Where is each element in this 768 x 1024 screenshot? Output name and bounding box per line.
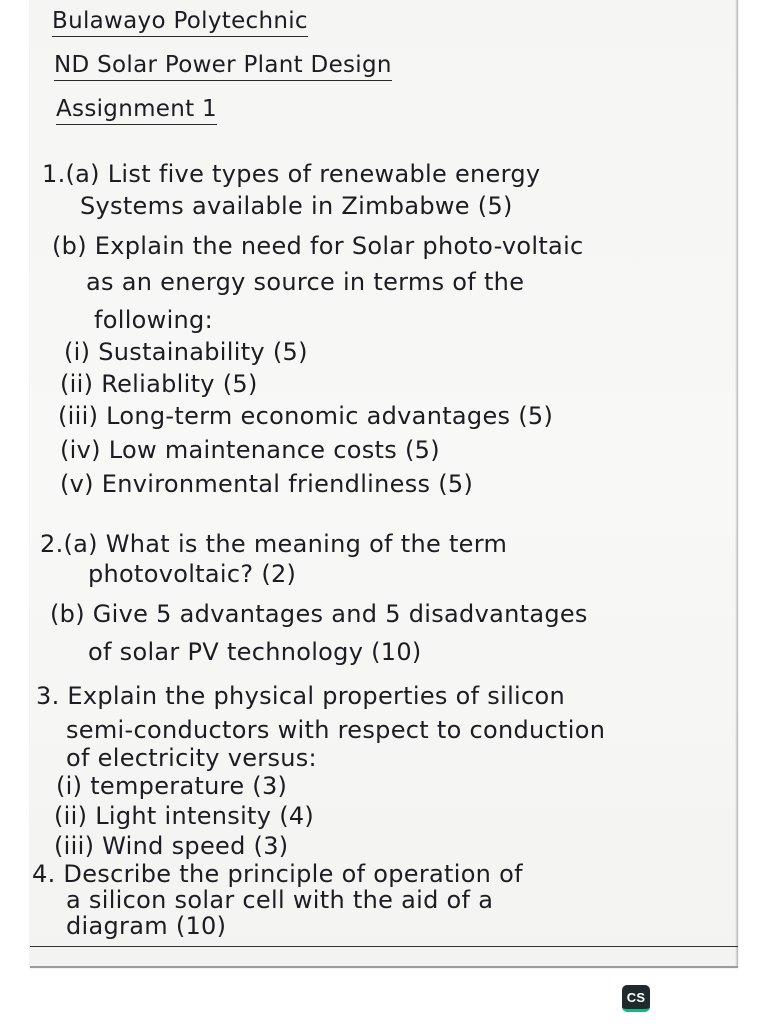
q3-item-ii: (ii) Light intensity (4) [54,802,315,830]
camscanner-logo [622,985,650,1012]
q1a-line-1: 1.(a) List five types of renewable energy [42,160,541,188]
q3-line-1: 3. Explain the physical properties of silicon [36,682,566,710]
q1b-item-v: (v) Environmental friendliness (5) [60,470,474,498]
course-title: ND Solar Power Plant Design [54,52,392,81]
q4-line-1: 4. Describe the principle of operation of [32,860,523,888]
page-edge-shadow [735,0,738,968]
q3-line-3: of electricity versus: [66,744,317,772]
q2b-line-2: of solar PV technology (10) [88,638,422,666]
q1b-line-1: (b) Explain the need for Solar photo-voltaic [52,232,584,260]
q4-line-3: diagram (10) [66,912,227,940]
assignment-title: Assignment 1 [56,96,217,125]
q2a-line-1: 2.(a) What is the meaning of the term [40,530,508,558]
q2b-line-1: (b) Give 5 advantages and 5 disadvantages [50,600,588,628]
q3-item-iii: (iii) Wind speed (3) [54,832,289,860]
handwritten-page [30,0,738,968]
q3-line-2: semi-conductors with respect to conduction [66,716,606,744]
q2a-line-2: photovoltaic? (2) [88,560,297,588]
q1b-item-iii: (iii) Long-term economic advantages (5) [58,402,554,430]
camscanner-logo-label: CS [626,989,646,1005]
q1b-line-3: following: [94,306,213,334]
q1b-item-ii: (ii) Reliablity (5) [60,370,258,398]
q4-line-2: a silicon solar cell with the aid of a [66,886,494,914]
school-title: Bulawayo Polytechnic [52,8,308,37]
bottom-divider-line [30,946,738,947]
q1b-item-i: (i) Sustainability (5) [64,338,308,366]
q1b-item-iv: (iv) Low maintenance costs (5) [60,436,440,464]
q3-item-i: (i) temperature (3) [56,772,288,800]
q1a-line-2: Systems available in Zimbabwe (5) [80,192,513,220]
q1b-line-2: as an energy source in terms of the [86,268,525,296]
